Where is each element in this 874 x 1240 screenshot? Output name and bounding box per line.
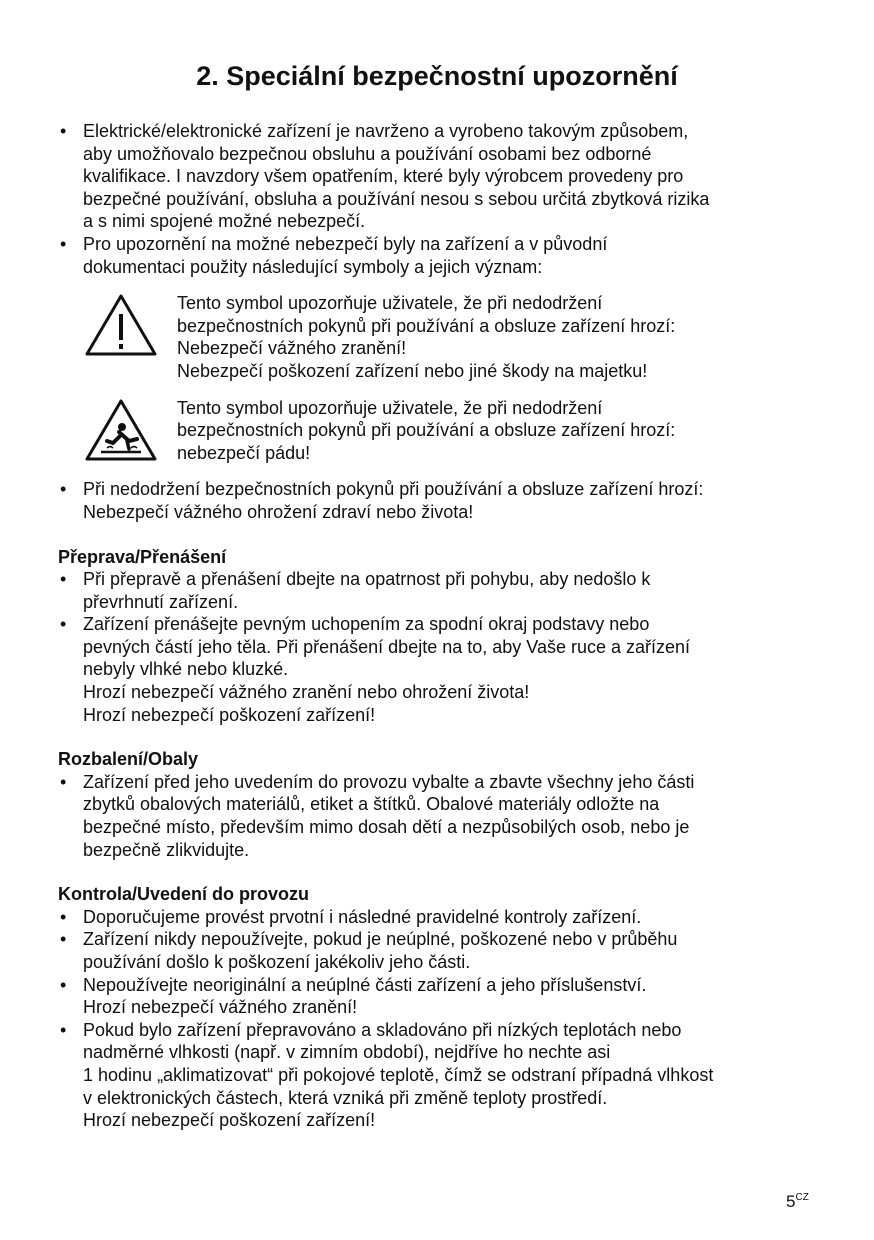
text-line: Tento symbol upozorňuje uživatele, že při nedodržení <box>177 397 603 418</box>
text-line: Nebezpečí vážného ohrožení zdraví nebo života! <box>83 501 474 522</box>
bullet-item <box>58 1019 828 1132</box>
text-line: 1 hodinu „aklimatizovat“ při pokojové teplotě, čímž se odstraní případná vlhkost <box>83 1064 714 1085</box>
text-line: • Zařízení nikdy nepoužívejte, pokud je neúplné, poškozené nebo v průběhu <box>83 929 678 950</box>
text-line: zbytků obalových materiálů, etiket a štítků. Obalové materiály odložte na <box>83 794 660 815</box>
bullet-item <box>58 478 828 523</box>
text-line: v elektronických částech, která vzniká při změně teploty prostředí. <box>83 1087 608 1108</box>
text-line: bezpečné používání, obsluha a používání nesou s sebou určitá zbytková rizika <box>83 188 710 209</box>
sections <box>58 524 828 1132</box>
section-heading: Kontrola/Uvedení do provozu <box>58 884 310 905</box>
text-line: • Při nedodržení bezpečnostních pokynů při používání a obsluze zařízení hrozí: <box>83 479 704 500</box>
text-line: Hrozí nebezpečí vážného zranění! <box>83 997 358 1018</box>
text-line: Hrozí nebezpečí poškození zařízení! <box>83 1110 376 1131</box>
text-line: používání došlo k poškození jakékoliv jeho části. <box>83 952 471 972</box>
text-line: • Pro upozornění na možné nebezpečí byly na zařízení a v původní <box>83 233 608 254</box>
text-line: bezpečně zlikvidujte. <box>83 839 250 860</box>
symbol-legend <box>83 292 828 464</box>
text-line: • Elektrické/elektronické zařízení je navrženo a vyrobeno takovým způsobem, <box>83 121 689 141</box>
page-number <box>786 1192 809 1212</box>
text-line: bezpečné místo, především mimo dosah dětí a nezpůsobilých osob, nebo je <box>83 817 690 838</box>
text-line: dokumentaci použity následující symboly a jejich význam: <box>83 256 543 277</box>
symbol-entry <box>83 292 828 382</box>
page-number-value: 5 <box>786 1192 796 1211</box>
text-line: kvalifikace. I navzdory všem opatřením, které byly výrobcem provedeny pro <box>83 166 684 187</box>
text-line: převrhnutí zařízení. <box>83 591 239 612</box>
page-lang-code: CZ <box>795 1192 809 1203</box>
text-line: • Zařízení přenášejte pevným uchopením za spodní okraj podstavy nebo <box>83 614 650 635</box>
text-line: nebezpečí pádu! <box>177 442 311 463</box>
section-heading: Rozbalení/Obaly <box>58 749 199 770</box>
intro-list <box>58 120 828 278</box>
text-line: a s nimi spojené možné nebezpečí. <box>83 211 366 232</box>
text-line: Hrozí nebezpečí poškození zařízení! <box>83 704 376 725</box>
text-line: Hrozí nebezpečí vážného zranění nebo ohrožení života! <box>83 682 530 703</box>
bullet-item <box>58 771 828 861</box>
section-gap <box>58 861 828 883</box>
text-line: • Při přepravě a přenášení dbejte na opatrnost při pohybu, aby nedošlo k <box>83 569 651 590</box>
bullet-item <box>58 974 828 1019</box>
text-line: nadměrné vlhkosti (např. v zimním období), nejdříve ho nechte asi <box>83 1042 611 1063</box>
page-content <box>58 120 828 1132</box>
section-list <box>58 906 828 1132</box>
section-heading: Přeprava/Přenášení <box>58 546 227 567</box>
text-line: bezpečnostních pokynů při používání a obsluze zařízení hrozí: <box>177 315 676 336</box>
bullet-item <box>58 120 828 233</box>
warning-triangle-icon <box>83 292 159 358</box>
text-line: Nebezpečí vážného zranění! <box>177 338 407 359</box>
text-line: nebyly vlhké nebo kluzké. <box>83 659 289 680</box>
bullet-item <box>58 928 828 973</box>
section-list <box>58 568 828 726</box>
text-line: bezpečnostních pokynů při používání a obsluze zařízení hrozí: <box>177 420 676 441</box>
section-gap <box>58 524 828 546</box>
slip-hazard-icon <box>83 397 159 463</box>
text-line: • Zařízení před jeho uvedením do provozu vybalte a zbavte všechny jeho části <box>83 771 695 792</box>
text-line: Nebezpečí poškození zařízení nebo jiné škody na majetku! <box>177 360 648 381</box>
bullet-item <box>58 233 828 278</box>
bullet-item <box>58 568 828 613</box>
text-line: • Pokud bylo zařízení přepravováno a skladováno při nízkých teplotách nebo <box>83 1019 682 1040</box>
bullet-item <box>58 906 828 929</box>
page-title: 2. Speciální bezpečnostní upozornění <box>196 61 678 91</box>
text-line: • Doporučujeme provést prvotní i následné pravidelné kontroly zařízení. <box>83 906 642 927</box>
bullet-item <box>58 613 828 726</box>
section-list <box>58 771 828 861</box>
symbol-entry <box>83 397 828 465</box>
text-line: • Nepoužívejte neoriginální a neúplné části zařízení a jeho příslušenství. <box>83 974 647 995</box>
text-line: aby umožňovalo bezpečnou obsluhu a používání osobami bez odborné <box>83 143 652 164</box>
section-gap <box>58 726 828 748</box>
text-line: pevných částí jeho těla. Při přenášení dbejte na to, aby Vaše ruce a zařízení <box>83 636 691 657</box>
text-line: Tento symbol upozorňuje uživatele, že při nedodržení <box>177 293 603 314</box>
warning-list <box>58 478 828 523</box>
